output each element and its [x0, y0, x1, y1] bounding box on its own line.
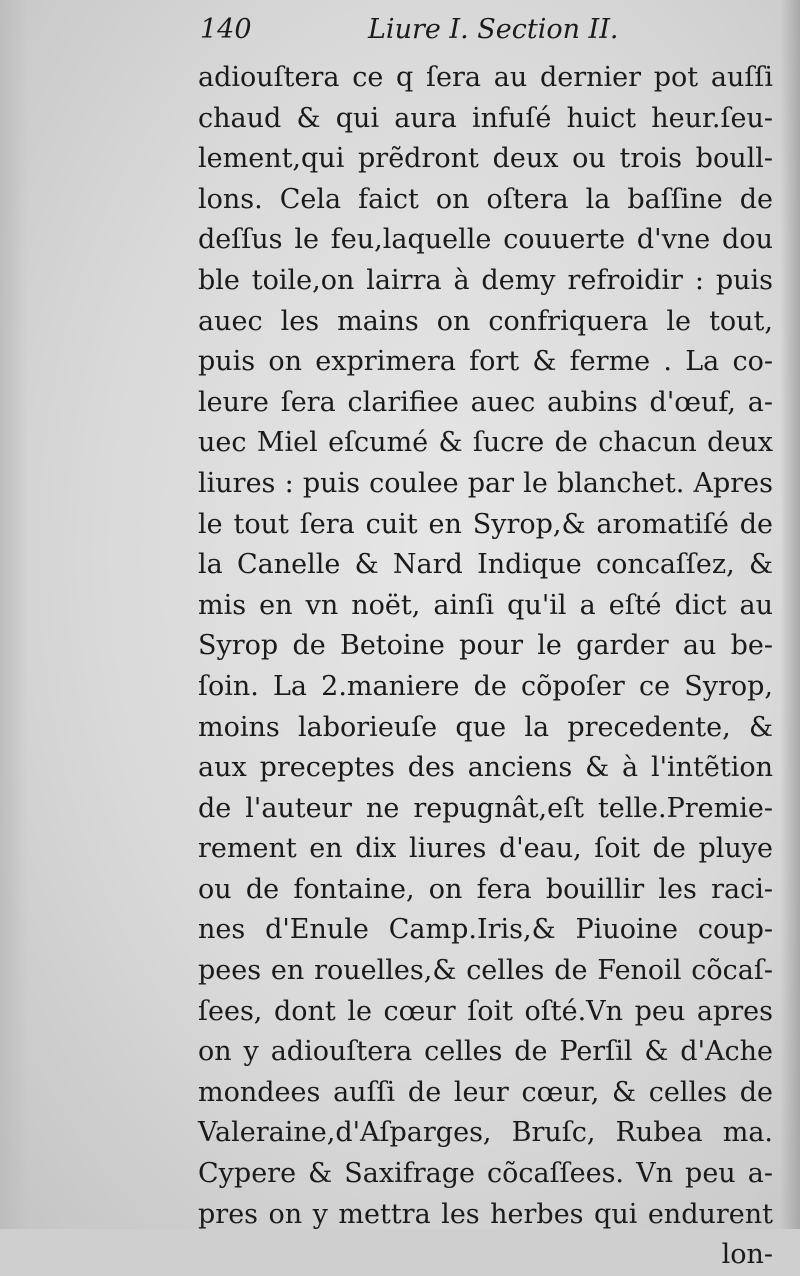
- text-line: deſſus le feu,laquelle couuerte d'vne dou: [198, 224, 773, 256]
- text-line: la Canelle & Nard Indique concaſſez, &: [198, 549, 773, 581]
- gutter-shadow: [0, 0, 28, 1229]
- running-head: Liure I. Section II.: [368, 14, 619, 45]
- page-header: [200, 6, 650, 54]
- page-edge-shadow: [780, 0, 800, 1229]
- text-line: chaud & qui aura infuſé huict heur.ſeu-: [198, 102, 773, 134]
- page-number: 140: [200, 14, 252, 45]
- text-line: nes d'Enule Camp.Iris,& Piuoine coup-: [198, 914, 773, 946]
- text-line: uec Miel eſcumé & ſucre de chacun deux: [198, 427, 773, 459]
- text-line: pres on y mettra les herbes qui endurent: [198, 1198, 773, 1230]
- text-line: Syrop de Betoine pour le garder au be-: [198, 630, 773, 662]
- text-line: puis on exprimera fort & ferme . La co-: [198, 346, 773, 378]
- text-line: on y adiouſtera celles de Perſil & d'Ache: [198, 1036, 773, 1068]
- text-line: mondees auſſi de leur cœur, & celles de: [198, 1076, 773, 1108]
- text-line: Cypere & Saxifrage cõcaſſees. Vn peu a-: [198, 1158, 773, 1190]
- text-line: rement en dix liures d'eau, ſoit de pluye: [198, 833, 773, 865]
- text-line: mis en vn noët, ainſi qu'il a eſté dict au: [198, 589, 773, 621]
- text-line: lons. Cela faict on oſtera la baſſine de: [198, 183, 773, 215]
- text-line: auec les mains on confriquera le tout,: [198, 305, 773, 337]
- text-line: le tout ſera cuit en Syrop,& aromatiſé de: [198, 508, 773, 540]
- text-line: ſoin. La 2.maniere de cõpoſer ce Syrop,: [198, 670, 773, 702]
- text-line: ſees, dont le cœur ſoit oſté.Vn peu apres: [198, 995, 773, 1027]
- text-line: ou de fontaine, on fera bouillir les raci-: [198, 873, 773, 905]
- text-line: pees en rouelles,& celles de Fenoil cõcaſ-: [198, 955, 773, 987]
- text-line: liures : puis coulee par le blanchet. Apres: [198, 467, 773, 499]
- text-line: adiouſtera ce q ſera au dernier pot auſſi: [198, 62, 773, 93]
- text-line: aux preceptes des anciens & à l'intẽtion: [198, 752, 773, 784]
- text-line: de l'auteur ne repugnât,eſt telle.Premie-: [198, 792, 773, 824]
- text-line: lement,qui prẽdront deux ou trois boull-: [198, 143, 773, 175]
- text-line: leure ſera clarifiee auec aubins d'œuf, a-: [198, 386, 773, 418]
- text-line: Valeraine,d'Aſparges, Bruſc, Rubea ma.: [198, 1117, 773, 1149]
- body-text: [198, 58, 773, 1276]
- catchword: lon-: [721, 1239, 773, 1271]
- text-line: ble toile,on lairra à demy refroidir : puis: [198, 264, 773, 296]
- text-line: moins laborieuſe que la precedente, &: [198, 711, 773, 743]
